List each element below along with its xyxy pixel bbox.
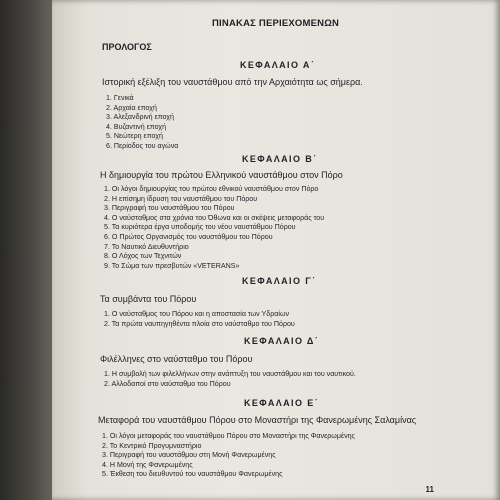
page-number: 11 [425,485,434,494]
chapter-heading: ΚΕΦΑΛΑΙΟ Α΄ [240,60,316,70]
list-item: 9. Το Σώμα των πρεσβυτών «VETERANS» [104,261,240,270]
list-item: 1. Ο ναύσταθμος του Πόρου και η αποστασία των Υδραίων [104,310,290,318]
chapter-items [106,94,178,152]
prologue-heading: ΠΡΟΛΟΓΟΣ [102,42,152,52]
book-binding [0,0,58,500]
list-item: 5. Νεώτερη εποχή [106,132,163,141]
list-item: 8. Ο Λόχος των Τεχνιτών [104,252,182,261]
list-item: 5. Τα κυριότερα έργα υποδομής του νέου ναυστάθμου Πόρου [104,223,296,232]
chapter-title: Φιλέλληνες στο ναύσταθμο του Πόρου [100,354,253,364]
list-item: 4. Βυζαντινή εποχή [106,122,167,131]
chapter-heading: ΚΕΦΑΛΑΙΟ Γ΄ [242,276,317,286]
list-item: 2. Το Κεντρικό Προγυμναστήριο [102,441,202,450]
list-item: 1. Η συμβολή των φιλελλήνων στην ανάπτυξη του ναυστάθμου και του ναυτικού. [104,370,356,378]
chapter-items [104,370,356,389]
chapter-heading: ΚΕΦΑΛΑΙΟ Δ΄ [244,336,320,346]
chapter-title: Τα συμβάντα του Πόρου [100,294,197,304]
list-item: 3. Περιγραφή του ναυστάθμου στη Μονή Φανερωμένης [102,451,276,460]
chapter-heading: ΚΕΦΑΛΑΙΟ Β΄ [242,154,318,164]
chapter-title: Μεταφορά του ναυστάθμου Πόρου στο Μοναστήρι της Φανερωμένης Σαλαμίνας [98,415,417,425]
chapter-items [104,310,295,329]
document-page [52,0,500,500]
list-item: 1. Γενικά [106,94,134,102]
list-item: 3. Αλεξανδρινή εποχή [106,113,174,122]
list-item: 6. Ο Πρώτος Οργανισμός του ναυστάθμου του Πόρου [104,232,273,241]
chapter-items [102,432,355,480]
list-item: 2. Αρχαία εποχή [106,103,157,112]
list-item: 7. Το Ναυτικό Διευθυντήριο [104,242,189,251]
list-item: 1. Οι λόγοι μεταφοράς του ναυστάθμου Πόρου στο Μοναστήρι της Φανερωμένης [102,432,355,440]
chapter-items [104,185,324,271]
list-item: 2. Αλλοδαποί στο ναύσταθμο του Πόρου [104,379,231,388]
list-item: 3. Περιγραφή του ναυστάθμου του Πόρου [104,204,235,213]
list-item: 1. Οι λόγοι δημιουργίας του πρώτου εθνικού ναυστάθμου στον Πόρο [104,185,319,193]
chapter-heading: ΚΕΦΑΛΑΙΟ Ε΄ [244,398,320,408]
list-item: 4. Η Μονή της Φανερωμένης [102,460,193,469]
list-item: 5. Έκθεση του διευθυντού του ναυστάθμου Φανερωμένης [102,470,283,479]
chapter-title: Η δημιουργία του πρώτου Ελληνικού ναυστάθμου στον Πόρο [100,170,343,180]
chapter-title: Ιστορική εξέλιξη του ναυστάθμου από την Αρχαιότητα ως σήμερα. [102,77,363,87]
toc-title: ΠΙΝΑΚΑΣ ΠΕΡΙΕΧΟΜΕΝΩΝ [212,18,340,29]
list-item: 6. Περίοδος του αγώνα [106,141,179,150]
list-item: 4. Ο ναύσταθμος στα χρόνια του Όθωνα και οι σκέψεις μεταφοράς του [104,213,325,222]
list-item: 2. Τα πρώτα ναυπηγηθέντα πλοία στο ναύσταθμο του Πόρου [104,319,295,328]
list-item: 2. Η επίσημη ίδρυση του ναυστάθμου του Πόρου [104,194,258,203]
